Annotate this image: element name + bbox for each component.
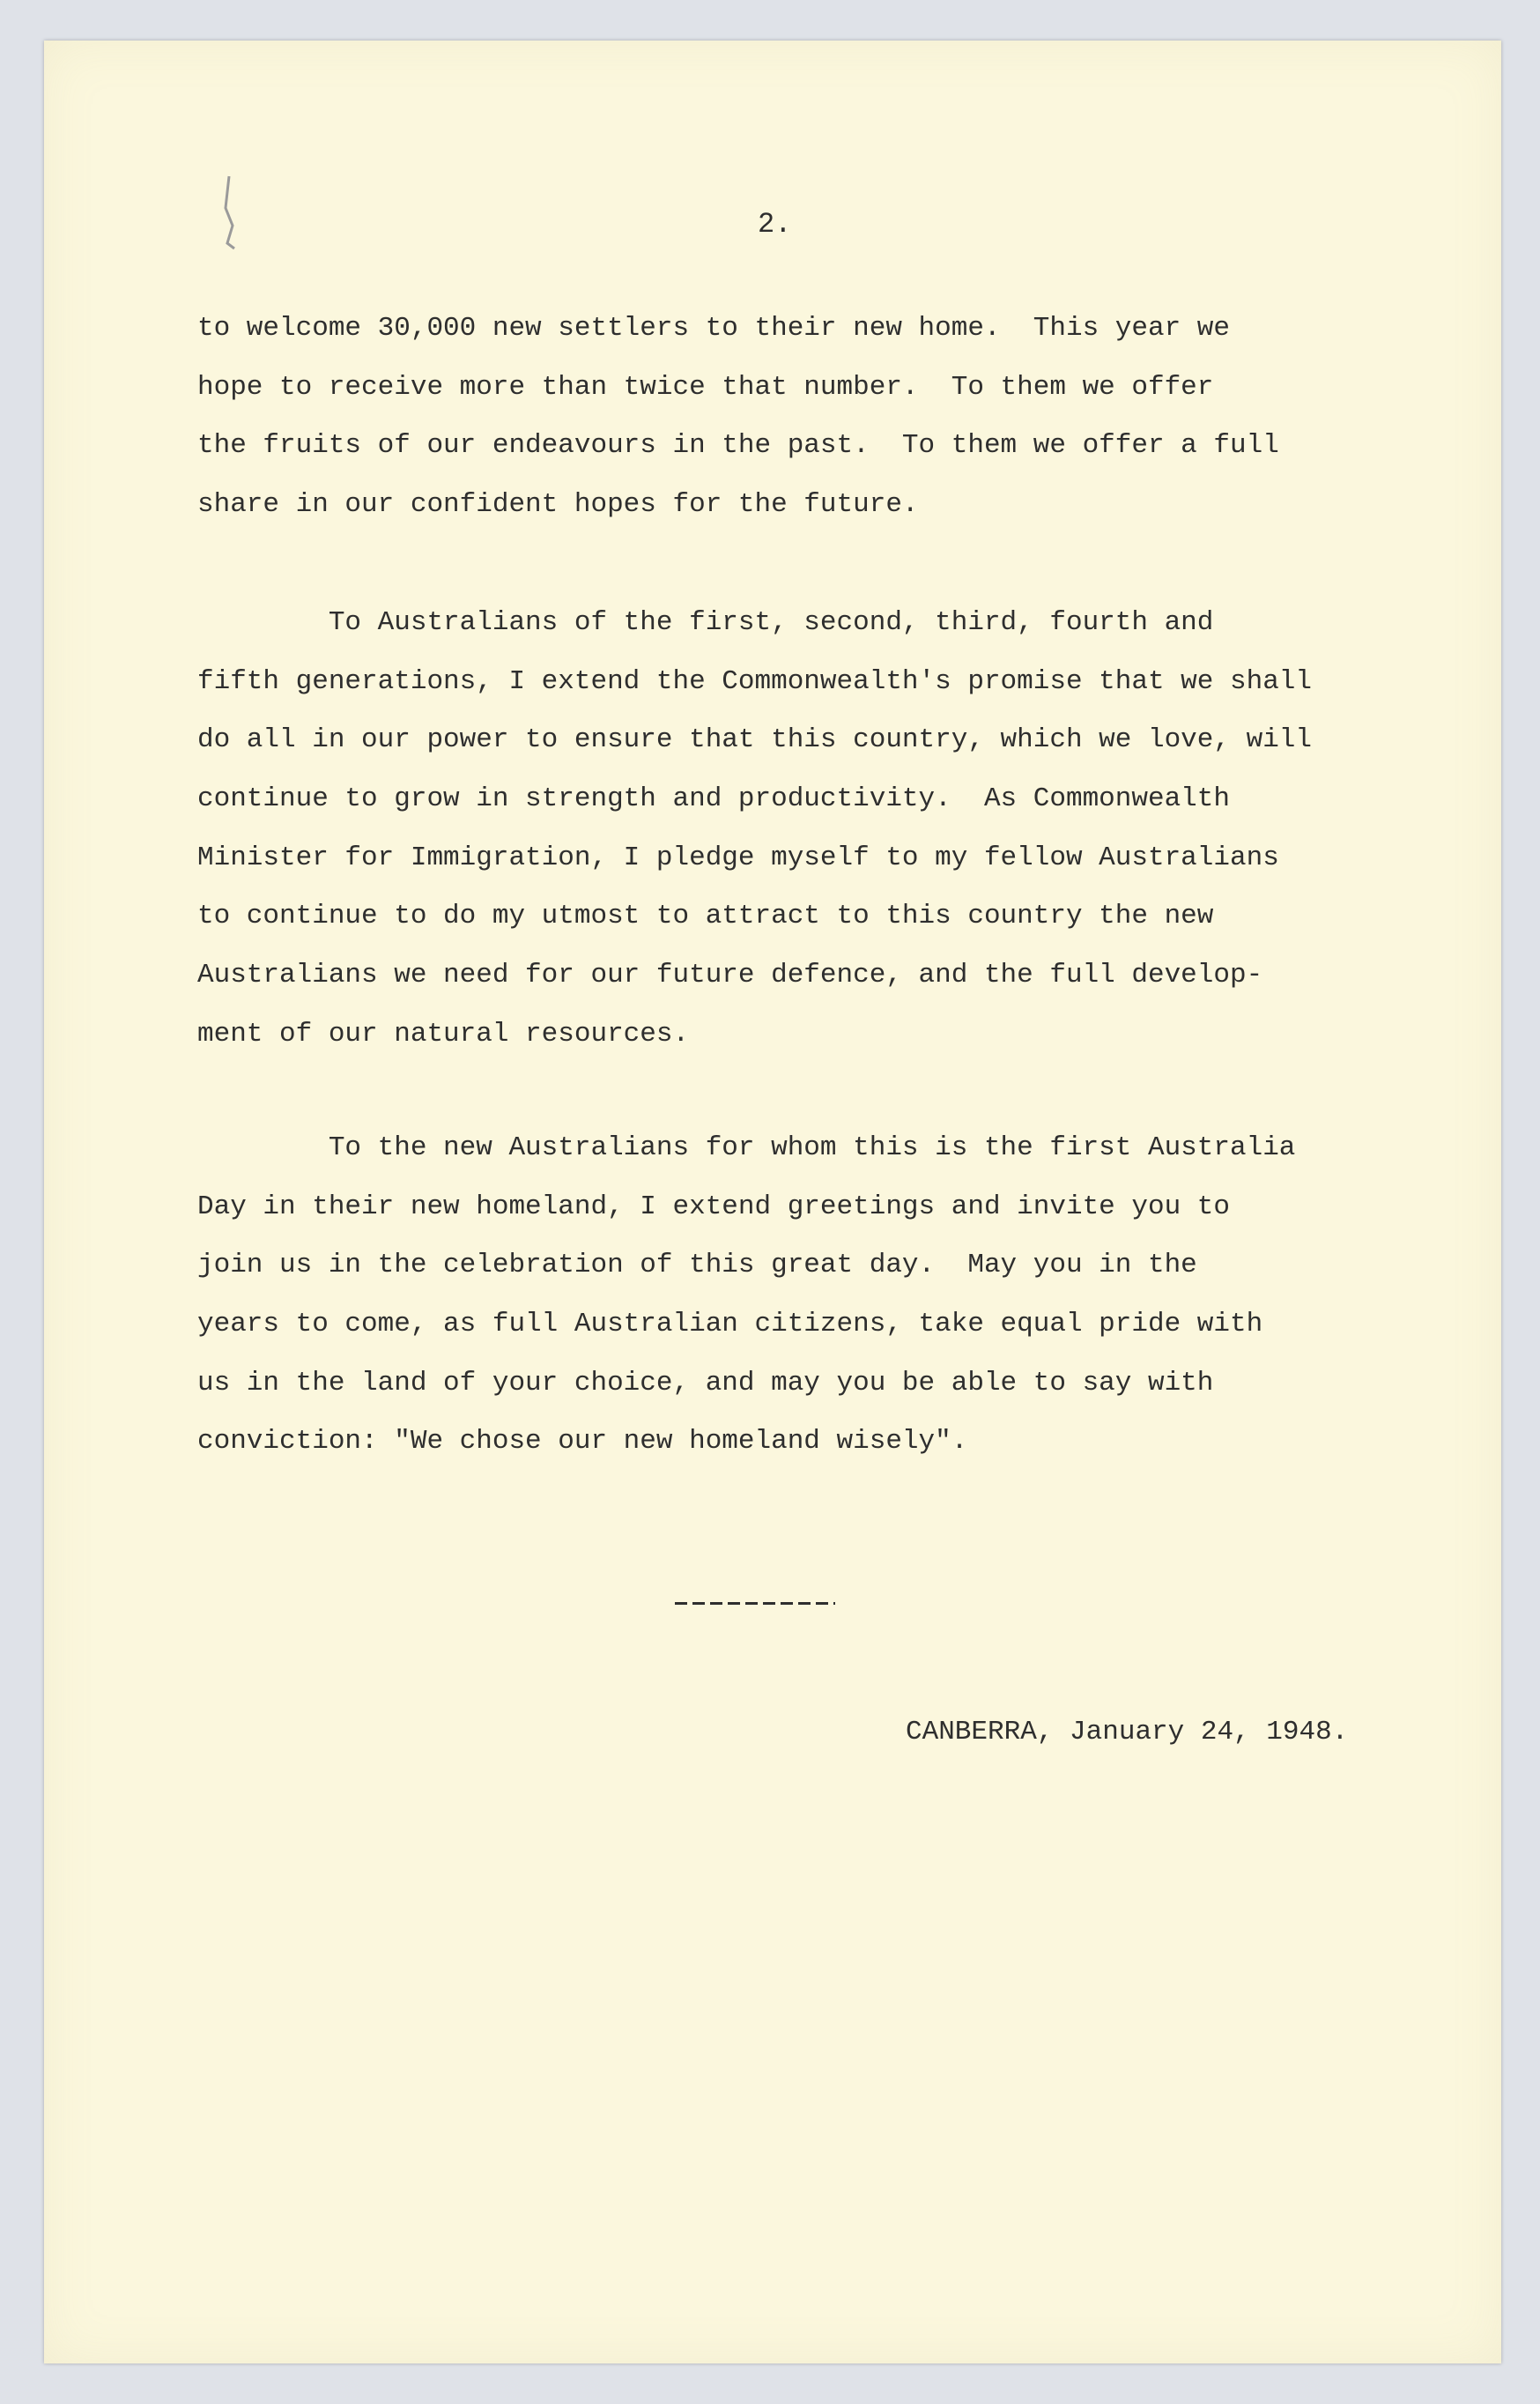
text-line: to continue to do my utmost to attract to this country the new <box>197 901 1214 932</box>
page-number: 2. <box>758 208 792 241</box>
text-line: the fruits of our endeavours in the past. To them we offer a full <box>197 430 1279 462</box>
text-line: ment of our natural resources. <box>197 1018 690 1050</box>
text-line: To the new Australians for whom this is the first Australia <box>197 1132 1296 1163</box>
divider-line <box>675 1602 835 1605</box>
text-line: years to come, as full Australian citizens, take equal pride with <box>197 1309 1263 1340</box>
paragraph-1 <box>197 300 1457 535</box>
pencil-mark-icon <box>217 173 243 252</box>
text-line: Minister for Immigration, I pledge myself to my fellow Australians <box>197 842 1279 873</box>
text-line: Day in their new homeland, I extend greetings and invite you to <box>197 1191 1230 1222</box>
text-line: join us in the celebration of this great day. May you in the <box>197 1250 1197 1281</box>
text-line: us in the land of your choice, and may you be able to say with <box>197 1367 1214 1399</box>
text-line: do all in our power to ensure that this country, which we love, will <box>197 724 1313 756</box>
text-line: hope to receive more than twice that number. To them we offer <box>197 371 1214 403</box>
dateline: CANBERRA, January 24, 1948. <box>906 1717 1349 1747</box>
paragraph-3 <box>197 1119 1457 1472</box>
text-line: continue to grow in strength and productivity. As Commonwealth <box>197 783 1230 815</box>
text-line: To Australians of the first, second, third, fourth and <box>197 607 1214 638</box>
text-line: to welcome 30,000 new settlers to their new home. This year we <box>197 313 1230 344</box>
text-line: fifth generations, I extend the Commonwealth's promise that we shall <box>197 665 1313 697</box>
text-line: share in our confident hopes for the future. <box>197 489 919 521</box>
paragraph-2 <box>197 594 1457 1065</box>
text-line: conviction: "We chose our new homeland wisely". <box>197 1426 968 1458</box>
text-line: Australians we need for our future defence, and the full develop- <box>197 960 1263 991</box>
